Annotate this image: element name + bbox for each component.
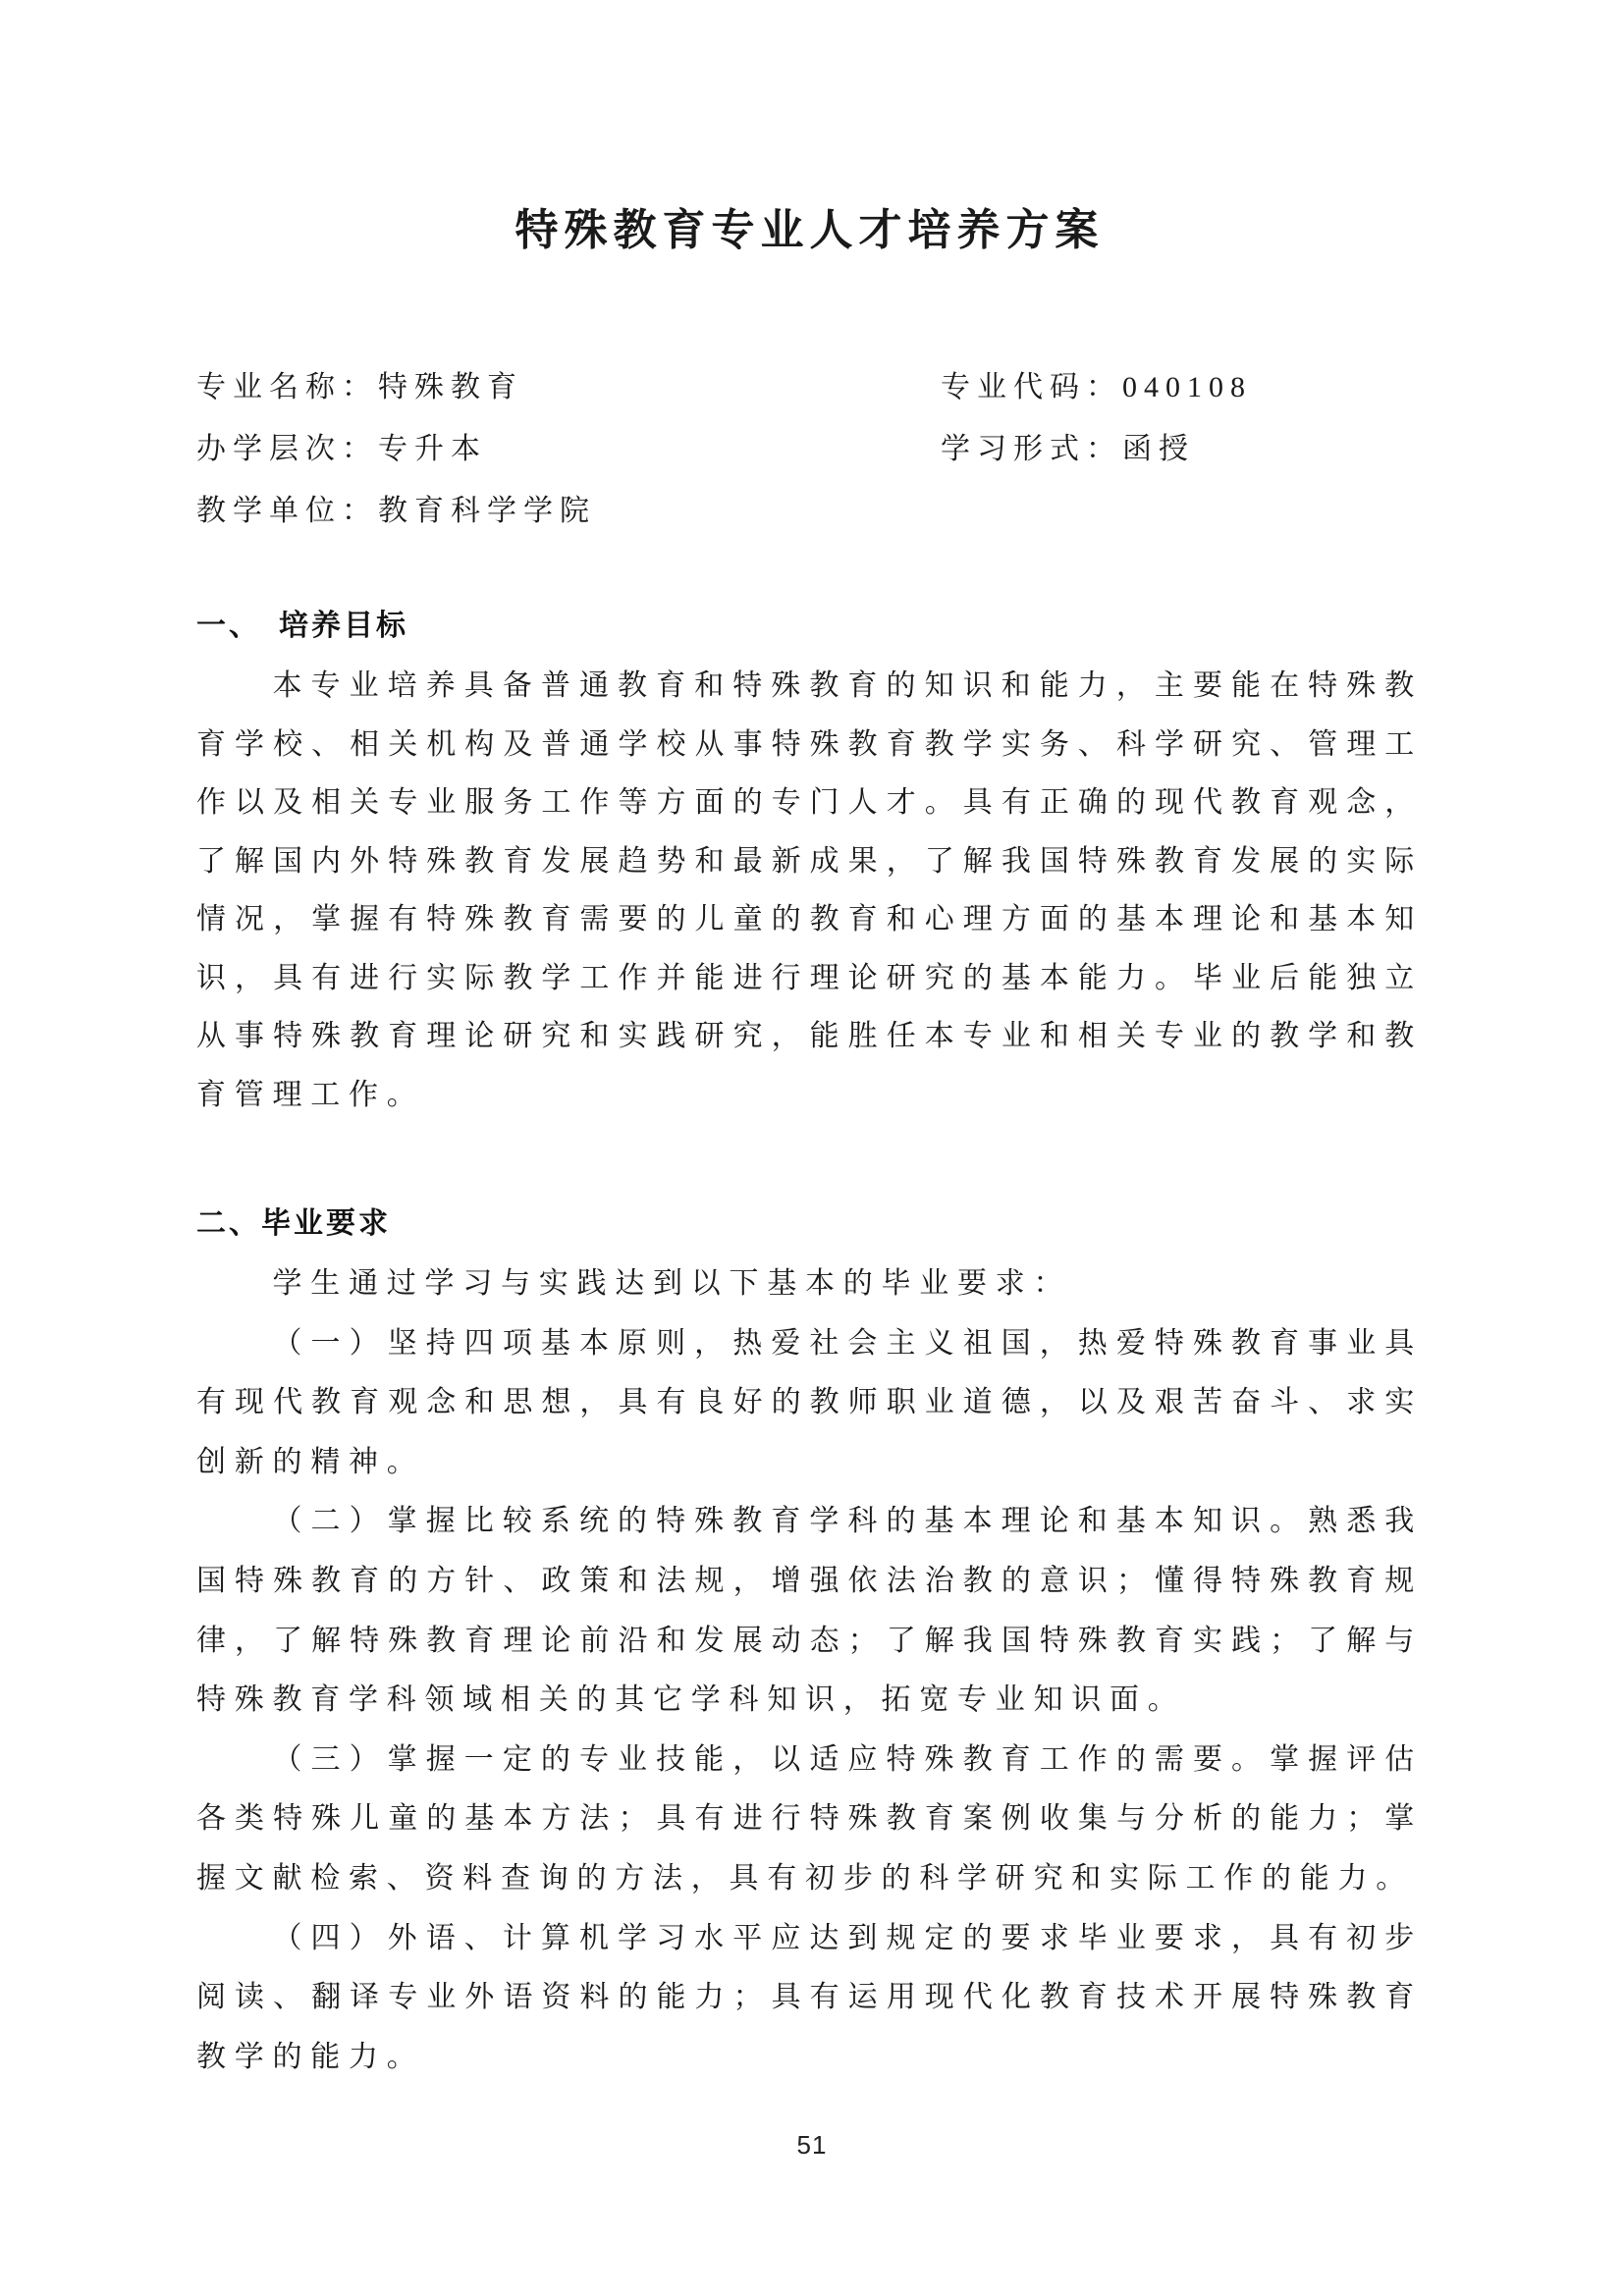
section-2-intro-paragraph: 学生通过学习与实践达到以下基本的毕业要求： — [272, 1267, 1072, 1300]
section-2-item-4-paragraph: （四）外语、计算机学习水平应达到规定的要求毕业要求，具有初步阅读、翻译专业外语资料的能力；具有运用现代化教育技术开展特殊教育教学的能力。 — [196, 1921, 1423, 2073]
section-2-heading: 二、毕业要求 — [196, 1207, 391, 1240]
meta-row — [196, 356, 1423, 418]
meta-major-code: 专业代码：040108 — [941, 371, 1252, 403]
section-1-paragraph: 本专业培养具备普通教育和特殊教育的知识和能力，主要能在特殊教育学校、相关机构及普通学校从事特殊教育教学实务、科学研究、管理工作以及相关专业服务工作等方面的专门人才。具有正确的现代教育观念，了解国内外特殊教育发展趋势和最新成果，了解我国特殊教育发展的实际情况，掌握有特殊教育需要的儿童的教育和心理方面的基本理论和基本知识，具有进行实际教学工作并能进行理论研究的基本能力。毕业后能独立从事特殊教育理论研究和实践研究，能胜任本专业和相关专业的教学和教育管理工作。 — [196, 669, 1423, 1111]
section-2-item-1-paragraph: （一）坚持四项基本原则，热爱社会主义祖国，热爱特殊教育事业具有现代教育观念和思想，具有良好的教师职业道德，以及艰苦奋斗、求实创新的精神。 — [196, 1326, 1423, 1478]
section-1-heading: 一、 培养目标 — [196, 610, 408, 642]
meta-row — [196, 418, 1423, 480]
document-title: 特殊教育专业人才培养方案 — [514, 206, 1105, 254]
meta-teaching-unit: 教学单位：教育科学学院 — [196, 495, 596, 527]
meta-empty-cell — [941, 480, 1423, 542]
meta-education-level: 办学层次：专升本 — [196, 433, 487, 465]
page-number: 51 — [796, 2130, 828, 2160]
section-graduation-requirements — [196, 1193, 1423, 2087]
section-2-item-2-paragraph: （二）掌握比较系统的特殊教育学科的基本理论和基本知识。熟悉我国特殊教育的方针、政策和法规，增强依法治教的意识；懂得特殊教育规律，了解特殊教育理论前沿和发展动态；了解我国特殊教育实践；了解与特殊教育学科领域相关的其它学科知识，拓宽专业知识面。 — [196, 1505, 1423, 1717]
meta-study-form: 学习形式：函授 — [941, 433, 1195, 465]
section-2-item-3-paragraph: （三）掌握一定的专业技能，以适应特殊教育工作的需要。掌握评估各类特殊儿童的基本方法；具有进行特殊教育案例收集与分析的能力；掌握文献检索、资料查询的方法，具有初步的科学研究和实际工作的能力。 — [196, 1742, 1423, 1895]
meta-block — [196, 356, 1423, 542]
section-training-objectives — [196, 595, 1423, 1124]
meta-row — [196, 480, 1423, 542]
meta-major-name: 专业名称：特殊教育 — [196, 371, 523, 403]
